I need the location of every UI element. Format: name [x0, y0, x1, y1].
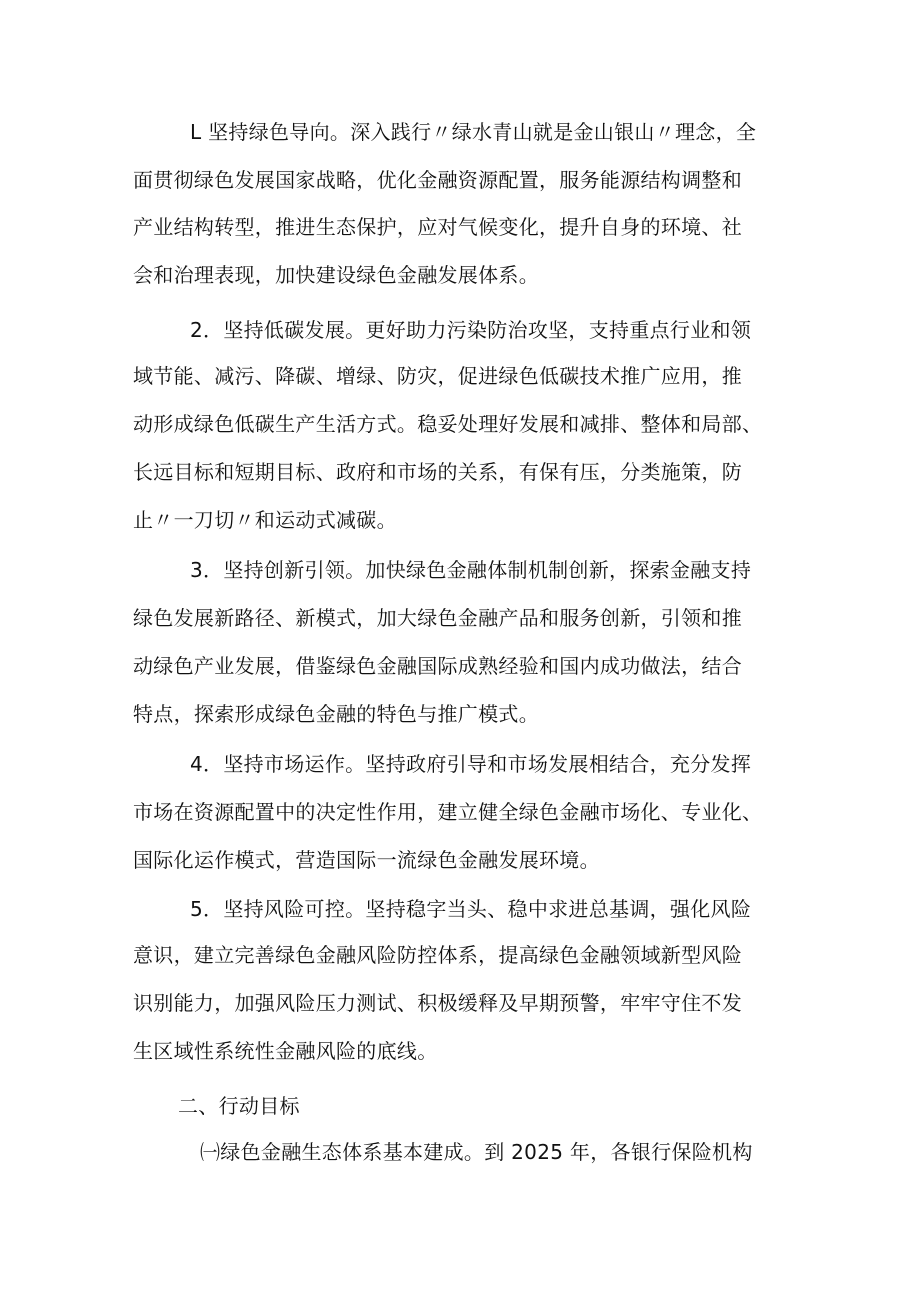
paragraph-5-line-4: 生区域性系统性金融风险的底线。 [133, 1039, 438, 1063]
paragraph-3-line-1: 3．坚持创新引领。加快绿色金融体制机制创新，探索金融支持 [190, 558, 752, 582]
paragraph-5-line-3: 识别能力，加强风险压力测试、积极缓释及早期预警，牢牢守住不发 [133, 991, 742, 1015]
paragraph-1-line-3: 产业结构转型，推进生态保护，应对气候变化，提升自身的环境、社 [133, 215, 742, 239]
paragraph-2-line-1: 2．坚持低碳发展。更好助力污染防治攻坚，支持重点行业和领 [190, 318, 752, 342]
paragraph-3-line-3: 动绿色产业发展，借鉴绿色金融国际成熟经验和国内成功做法，结合 [133, 654, 742, 678]
paragraph-1-line-1: L 坚持绿色导向。深入践行〃绿水青山就是金山银山〃理念，全 [190, 120, 757, 144]
paragraph-1-line-4: 会和治理表现，加快建设绿色金融发展体系。 [133, 263, 539, 287]
paragraph-2-line-5: 止〃一刀切〃和运动式减碳。 [133, 508, 397, 532]
paragraph-2-line-3: 动形成绿色低碳生产生活方式。稳妥处理好发展和减排、整体和局部、 [133, 412, 763, 436]
paragraph-4-line-3: 国际化运作模式，营造国际一流绿色金融发展环境。 [133, 848, 600, 872]
section-heading: 二、行动目标 [178, 1094, 300, 1118]
paragraph-3-line-4: 特点，探索形成绿色金融的特色与推广模式。 [133, 702, 539, 726]
paragraph-2-line-2: 域节能、减污、降碳、增绿、防灾，促进绿色低碳技术推广应用，推 [133, 364, 742, 388]
paragraph-2-line-4: 长远目标和短期目标、政府和市场的关系，有保有压，分类施策，防 [133, 460, 742, 484]
paragraph-4-line-1: 4．坚持市场运作。坚持政府引导和市场发展相结合，充分发挥 [190, 752, 752, 776]
paragraph-5-line-2: 意识，建立完善绿色金融风险防控体系，提高绿色金融领域新型风险 [133, 943, 742, 967]
paragraph-5-line-1: 5．坚持风险可控。坚持稳字当头、稳中求进总基调，强化风险 [190, 897, 752, 921]
subsection-line: ㈠绿色金融生态体系基本建成。到 2025 年，各银行保险机构 [200, 1140, 753, 1164]
paragraph-4-line-2: 市场在资源配置中的决定性作用，建立健全绿色金融市场化、专业化、 [133, 800, 763, 824]
paragraph-1-line-2: 面贯彻绿色发展国家战略，优化金融资源配置，服务能源结构调整和 [133, 168, 742, 192]
paragraph-3-line-2: 绿色发展新路径、新模式，加大绿色金融产品和服务创新，引领和推 [133, 606, 742, 630]
